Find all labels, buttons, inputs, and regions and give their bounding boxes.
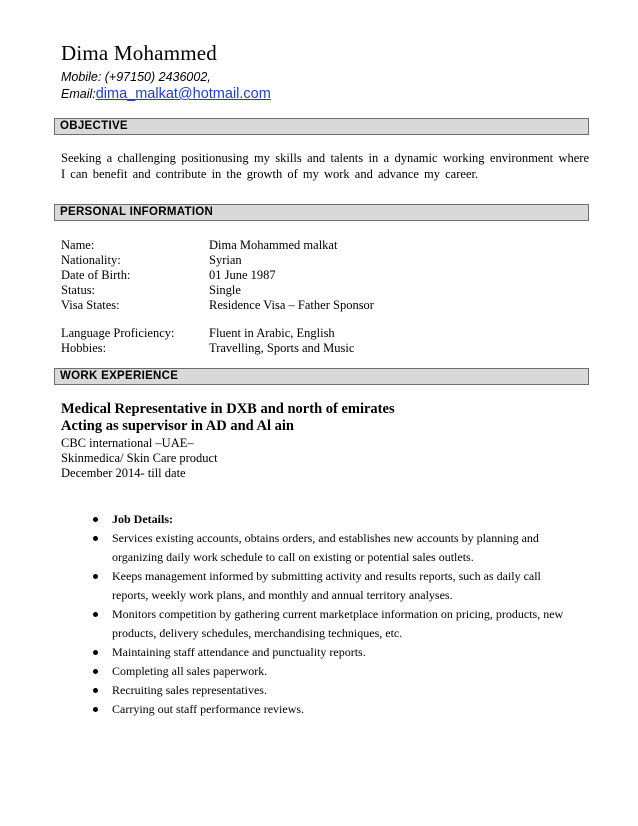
section-header-work-experience <box>54 368 589 385</box>
job-title: Medical Representative in DXB and north of emirates <box>61 401 395 417</box>
bullet-icon <box>93 650 98 655</box>
bullet-icon <box>93 688 98 693</box>
objective-text: Seeking a challenging positionusing my skills and talents in a dynamic working environment where I can benefit and contribute in the growth of my work and advance my career. <box>61 151 589 181</box>
info-value: Single <box>209 283 241 297</box>
info-value: Dima Mohammed malkat <box>209 238 338 252</box>
list-item: Maintaining staff attendance and punctuality reports. <box>96 643 566 662</box>
section-title: WORK EXPERIENCE <box>60 370 179 382</box>
info-label: Date of Birth: <box>61 268 131 282</box>
info-label: Nationality: <box>61 253 121 267</box>
bullet-icon <box>93 707 98 712</box>
job-subtitle: Acting as supervisor in AD and Al ain <box>61 418 294 434</box>
bullet-icon <box>93 574 98 579</box>
job-details-list <box>96 510 566 719</box>
list-item: Carrying out staff performance reviews. <box>96 700 566 719</box>
section-header-objective <box>54 118 589 135</box>
bullet-icon <box>93 536 98 541</box>
employment-dates: December 2014- till date <box>61 466 186 480</box>
mobile-number: Mobile: (+97150) 2436002, <box>61 70 211 84</box>
info-value: Fluent in Arabic, English <box>209 326 335 340</box>
list-item: Job Details: <box>96 510 566 529</box>
section-header-personal-information <box>54 204 589 221</box>
info-label: Language Proficiency: <box>61 326 175 340</box>
info-value: Syrian <box>209 253 242 267</box>
list-item: Recruiting sales representatives. <box>96 681 566 700</box>
email-link[interactable]: dima_malkat@hotmail.com <box>95 86 271 102</box>
info-value: Travelling, Sports and Music <box>209 341 355 355</box>
section-title: OBJECTIVE <box>60 120 128 132</box>
info-label: Visa States: <box>61 298 120 312</box>
list-item: Keeps management informed by submitting activity and results reports, such as daily call reports, weekly work plans, and monthly and annual territory analyses. <box>96 567 566 605</box>
info-value: 01 June 1987 <box>209 268 276 282</box>
bullet-icon <box>93 669 98 674</box>
bullet-icon <box>93 517 98 522</box>
company-name: CBC international –UAE– <box>61 436 194 450</box>
list-item: Monitors competition by gathering current marketplace information on pricing, products, new products, delivery schedules, merchandising techniques, etc. <box>96 605 566 643</box>
info-value: Residence Visa – Father Sponsor <box>209 298 374 312</box>
info-label: Name: <box>61 238 95 252</box>
email-row <box>61 85 271 103</box>
info-label: Hobbies: <box>61 341 107 355</box>
bullet-icon <box>93 612 98 617</box>
email-label: Email: <box>61 87 96 101</box>
info-label: Status: <box>61 283 96 297</box>
list-item: Services existing accounts, obtains orders, and establishes new accounts by planning and organizing daily work schedule to call on existing or potential sales outlets. <box>96 529 566 567</box>
list-item: Completing all sales paperwork. <box>96 662 566 681</box>
section-title: PERSONAL INFORMATION <box>60 206 214 218</box>
applicant-name: Dima Mohammed <box>61 41 217 65</box>
product-line: Skinmedica/ Skin Care product <box>61 451 218 465</box>
